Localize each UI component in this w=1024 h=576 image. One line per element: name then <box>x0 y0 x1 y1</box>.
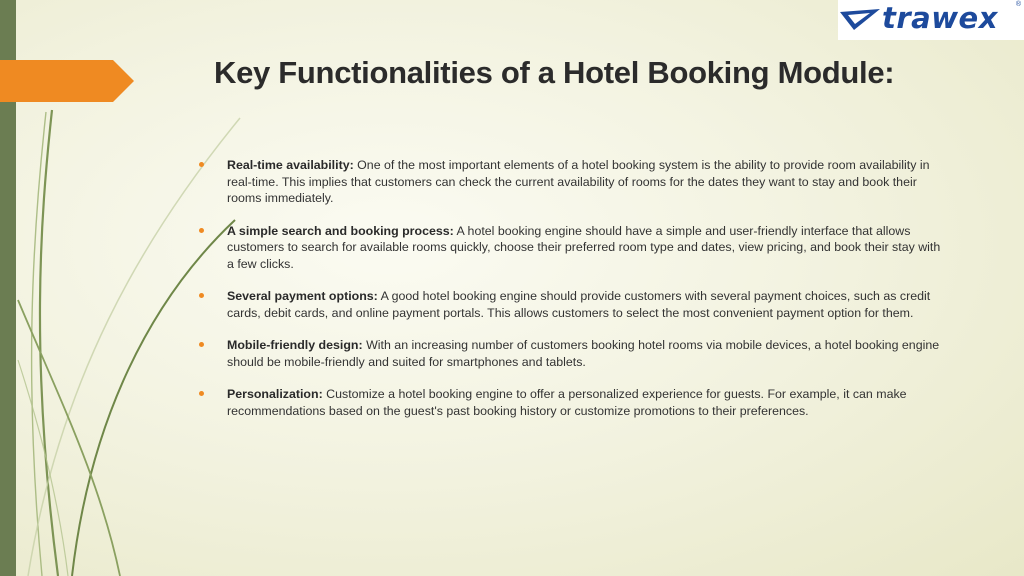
point-term: Real-time availability: <box>227 158 354 172</box>
logo-text: trawex <box>882 1 998 35</box>
point-term: Several payment options: <box>227 289 378 303</box>
slide-title: Key Functionalities of a Hotel Booking Module: <box>214 55 895 90</box>
logo-arrow-icon <box>840 9 882 31</box>
bullet-icon <box>199 342 204 347</box>
list-item <box>199 157 944 207</box>
list-item <box>199 223 944 273</box>
bullet-icon <box>199 228 204 233</box>
list-item <box>199 337 944 370</box>
point-text: A hotel booking engine should have a simple and user-friendly interface that allows customers to search for available rooms quickly, choose their preferred room type and dates, view pricing, and book their stay with a few clicks. <box>227 223 941 271</box>
functionality-list <box>199 157 944 435</box>
point-term: Mobile-friendly design: <box>227 338 363 352</box>
list-item <box>199 288 944 321</box>
list-item <box>199 386 944 419</box>
orange-arrow-tab <box>0 60 134 102</box>
point-text: One of the most important elements of a hotel booking system is the ability to provide room availability in real-time. This implies that customers can check the current availability of rooms for the dates they want to stay and book their rooms immediately. <box>227 158 930 205</box>
point-text: Customize a hotel booking engine to offer a personalized experience for guests. For example, it can make recommendations based on the guest's past booking history or customize promotions to their preferences. <box>227 387 907 418</box>
bullet-icon <box>199 391 204 396</box>
point-text: A good hotel booking engine should provide customers with several payment choices, such as credit cards, debit cards, and online payment portals. This allows customers to select the most convenient payment option for them. <box>227 289 931 320</box>
bullet-icon <box>199 162 204 167</box>
point-term: A simple search and booking process: <box>227 223 454 238</box>
trawex-logo <box>838 0 1024 40</box>
registered-mark-icon: ® <box>1015 1 1021 8</box>
point-text: With an increasing number of customers booking hotel rooms via mobile devices, a hotel booking engine should be mobile-friendly and suited for smartphones and tablets. <box>227 338 940 369</box>
point-term: Personalization: <box>227 387 323 401</box>
bullet-icon <box>199 293 204 298</box>
